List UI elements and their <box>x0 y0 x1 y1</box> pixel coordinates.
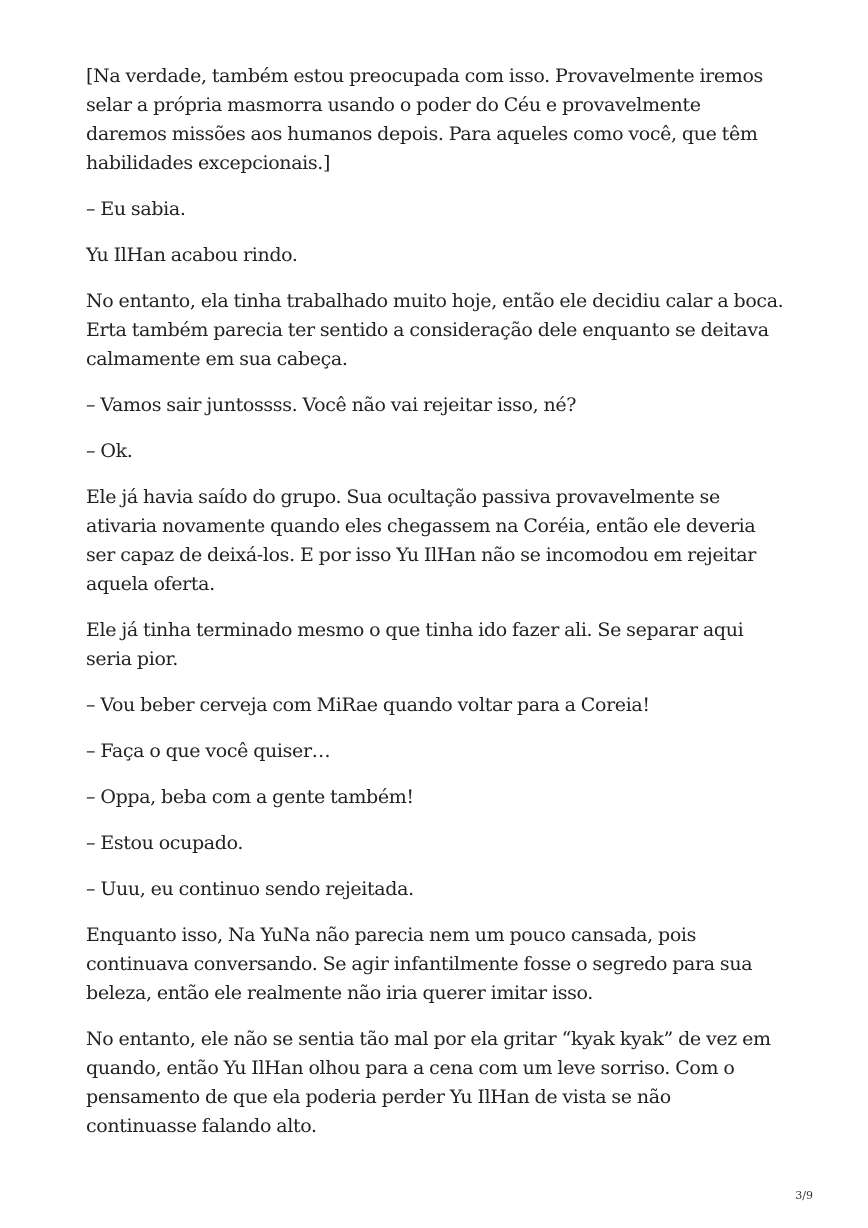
paragraph: Ele já havia saído do grupo. Sua ocultação passiva provavelmente se ativaria novamente quando eles chegassem na Coréia, então ele deveria ser capaz de deixá-los. E por isso Yu IlHan não se incomodou em rejeitar aquela oferta. <box>86 486 756 595</box>
paragraph: No entanto, ele não se sentia tão mal por ela gritar “kyak kyak” de vez em quando, então Yu IlHan olhou para a cena com um leve sorriso. Com o pensamento de que ela poderia perder Yu IlHan de vista se não continuasse falando alto. <box>86 1028 771 1137</box>
page-number: 3/9 <box>795 1189 813 1202</box>
paragraph: – Eu sabia. <box>86 198 186 220</box>
paragraph: – Oppa, beba com a gente também! <box>86 786 414 808</box>
paragraph: No entanto, ela tinha trabalhado muito hoje, então ele decidiu calar a boca. Erta também parecia ter sentido a consideração dele enquanto se deitava calmamente em sua cabeça. <box>86 290 784 370</box>
paragraph: Enquanto isso, Na YuNa não parecia nem um pouco cansada, pois continuava conversando. Se agir infantilmente fosse o segredo para sua beleza, então ele realmente não iria querer imitar isso. <box>86 924 753 1004</box>
document-body <box>86 62 786 1158</box>
paragraph: – Vou beber cerveja com MiRae quando voltar para a Coreia! <box>86 694 650 716</box>
paragraph: – Uuu, eu continuo sendo rejeitada. <box>86 878 414 900</box>
paragraph: Yu IlHan acabou rindo. <box>86 244 298 266</box>
paragraph: – Estou ocupado. <box>86 832 244 854</box>
paragraph: – Vamos sair juntossss. Você não vai rejeitar isso, né? <box>86 394 577 416</box>
paragraph: – Ok. <box>86 440 133 462</box>
paragraph: Ele já tinha terminado mesmo o que tinha ido fazer ali. Se separar aqui seria pior. <box>86 619 744 670</box>
paragraph: [Na verdade, também estou preocupada com isso. Provavelmente iremos selar a própria masmorra usando o poder do Céu e provavelmente daremos missões aos humanos depois. Para aqueles como você, que têm habilidades excepcionais.] <box>86 65 763 174</box>
paragraph: – Faça o que você quiser… <box>86 740 331 762</box>
